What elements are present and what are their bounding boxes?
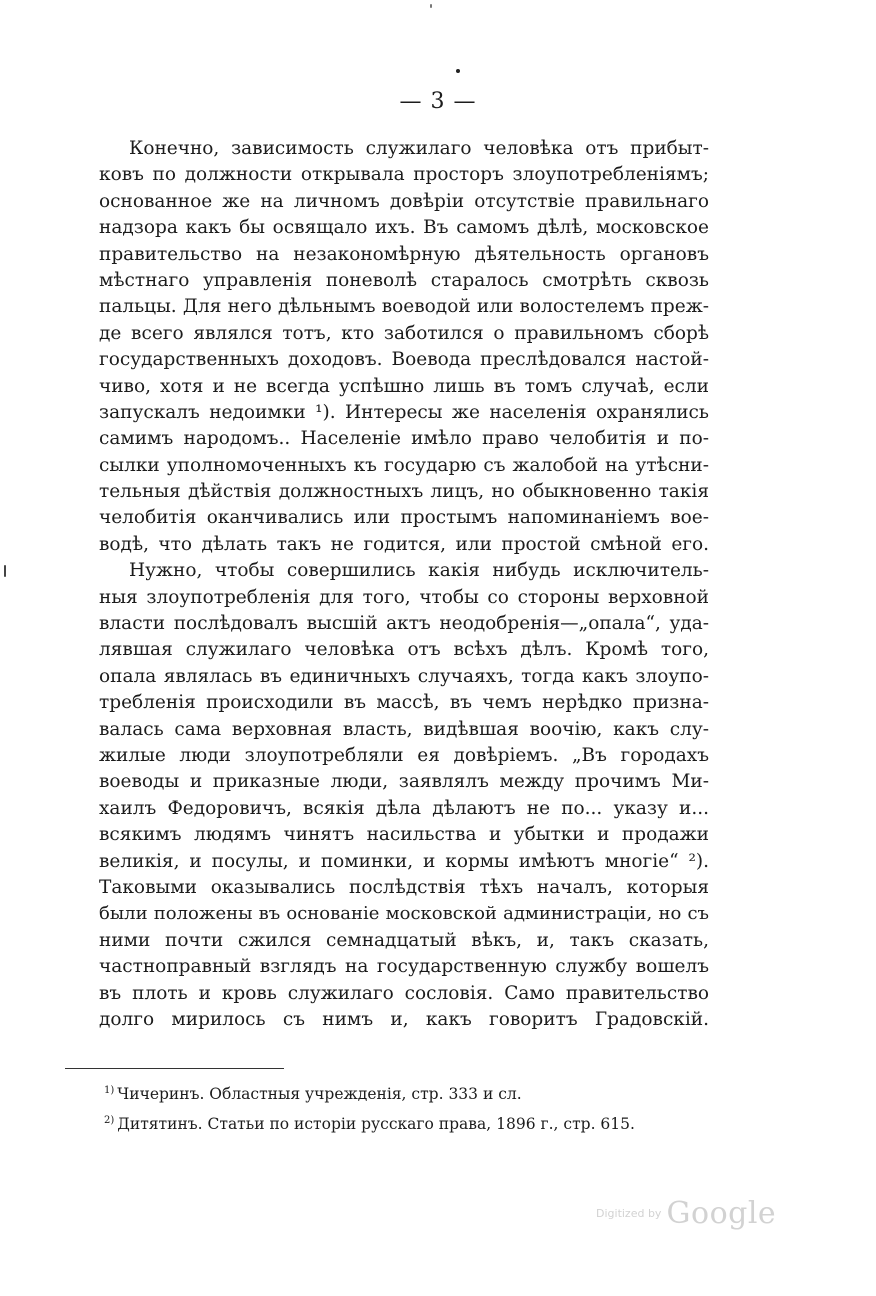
text-line: чиво, хотя и не всегда успѣшно лишь въ томъ случаѣ, если — [99, 375, 709, 397]
footnote-mark: 2) — [104, 1114, 115, 1126]
text-line: ныя злоупотребленія для того, чтобы со стороны верховной — [99, 586, 709, 608]
scan-speck — [4, 565, 6, 577]
text-line: всякимъ людямъ чинятъ насильства и убытки и продажи — [99, 824, 709, 846]
text-line: валась сама верховная власть, видѣвшая воочію, какъ слу- — [99, 718, 709, 740]
text-line: челобитія оканчивались или простымъ напоминаніемъ вое- — [99, 507, 709, 529]
text-line: Нужно, чтобы совершились какія нибудь исключитель- — [129, 560, 709, 582]
text-line: Таковыми оказывались послѣдствія тѣхъ началъ, которыя — [99, 876, 709, 898]
text-line: долго мирилось съ нимъ и, какъ говоритъ Градовскій. — [99, 1008, 709, 1030]
text-line: жилые люди злоупотребляли ея довѣріемъ. „Въ городахъ — [99, 744, 709, 766]
text-line: основанное же на личномъ довѣріи отсутствіе правильнаго — [99, 190, 709, 212]
text-line: самимъ народомъ.. Населеніе имѣло право челобитія и по- — [99, 428, 709, 450]
scan-speck — [430, 4, 432, 8]
text-line: были положены въ основаніе московской администраціи, но съ — [99, 903, 709, 925]
watermark-caption: Digitized by — [596, 1207, 662, 1220]
text-line: водѣ, что дѣлать такъ не годится, или простой смѣной его. — [99, 533, 709, 555]
text-line: лявшая служилаго человѣка отъ всѣхъ дѣлъ. Кромѣ того, — [99, 639, 709, 661]
scan-speck — [456, 69, 460, 73]
footnote-text: Чичеринъ. Областныя учрежденія, стр. 333 и сл. — [117, 1085, 522, 1103]
text-line: власти послѣдовалъ высшій актъ неодобренія—„опала“, уда- — [99, 613, 709, 635]
text-line: въ плоть и кровь служилаго сословія. Само правительство — [99, 982, 709, 1004]
footnotes — [104, 1079, 744, 1139]
text-line: частноправный взглядъ на государственную службу вошелъ — [99, 956, 709, 978]
text-line: мѣстнаго управленія поневолѣ старалось смотрѣть сквозь — [99, 269, 709, 291]
text-line: великія, и посулы, и поминки, и кормы имѣютъ многіе“ ²). — [99, 850, 709, 872]
text-line: сылки уполномоченныхъ къ государю съ жалобой на утѣсни- — [99, 454, 709, 476]
footnote — [104, 1079, 744, 1109]
footnote-text: Дитятинъ. Статьи по исторіи русскаго права, 1896 г., стр. 615. — [117, 1115, 635, 1133]
body-text — [99, 136, 709, 1033]
footnote-mark: 1) — [104, 1084, 115, 1096]
text-line: запускалъ недоимки ¹). Интересы же населенія охранялись — [99, 401, 709, 423]
text-line: ковъ по должности открывала просторъ злоупотребленіямъ; — [99, 164, 709, 186]
text-line: тельныя дѣйствія должностныхъ лицъ, но обыкновенно такія — [99, 481, 709, 503]
text-line: надзора какъ бы освящало ихъ. Въ самомъ дѣлѣ, московское — [99, 217, 709, 239]
text-line: требленія происходили въ массѣ, въ чемъ нерѣдко призна- — [99, 692, 709, 714]
page-number: — 3 — — [399, 89, 477, 114]
text-line: ними почти сжился семнадцатый вѣкъ, и, такъ сказать, — [99, 929, 709, 951]
digitized-by-google-watermark — [596, 1196, 786, 1240]
footnote-divider — [65, 1068, 284, 1069]
text-line: правительство на незакономѣрную дѣятельность органовъ — [99, 243, 709, 265]
text-line: пальцы. Для него дѣльнымъ воеводой или волостелемъ преж- — [99, 296, 709, 318]
text-line: Конечно, зависимость служилаго человѣка отъ прибыт- — [129, 138, 709, 159]
text-line: де всего являлся тотъ, кто заботился о правильномъ сборѣ — [99, 322, 709, 344]
text-line: государственныхъ доходовъ. Воевода преслѣдовался настой- — [99, 349, 709, 371]
text-line: опала являлась въ единичныхъ случаяхъ, тогда какъ злоупо- — [99, 665, 709, 687]
text-line: воеводы и приказные люди, заявлялъ между прочимъ Ми- — [99, 771, 709, 793]
google-logo: Google — [666, 1196, 777, 1231]
text-line: хаилъ Федоровичъ, всякія дѣла дѣлаютъ не по... указу и... — [99, 797, 709, 819]
footnote — [104, 1109, 744, 1139]
